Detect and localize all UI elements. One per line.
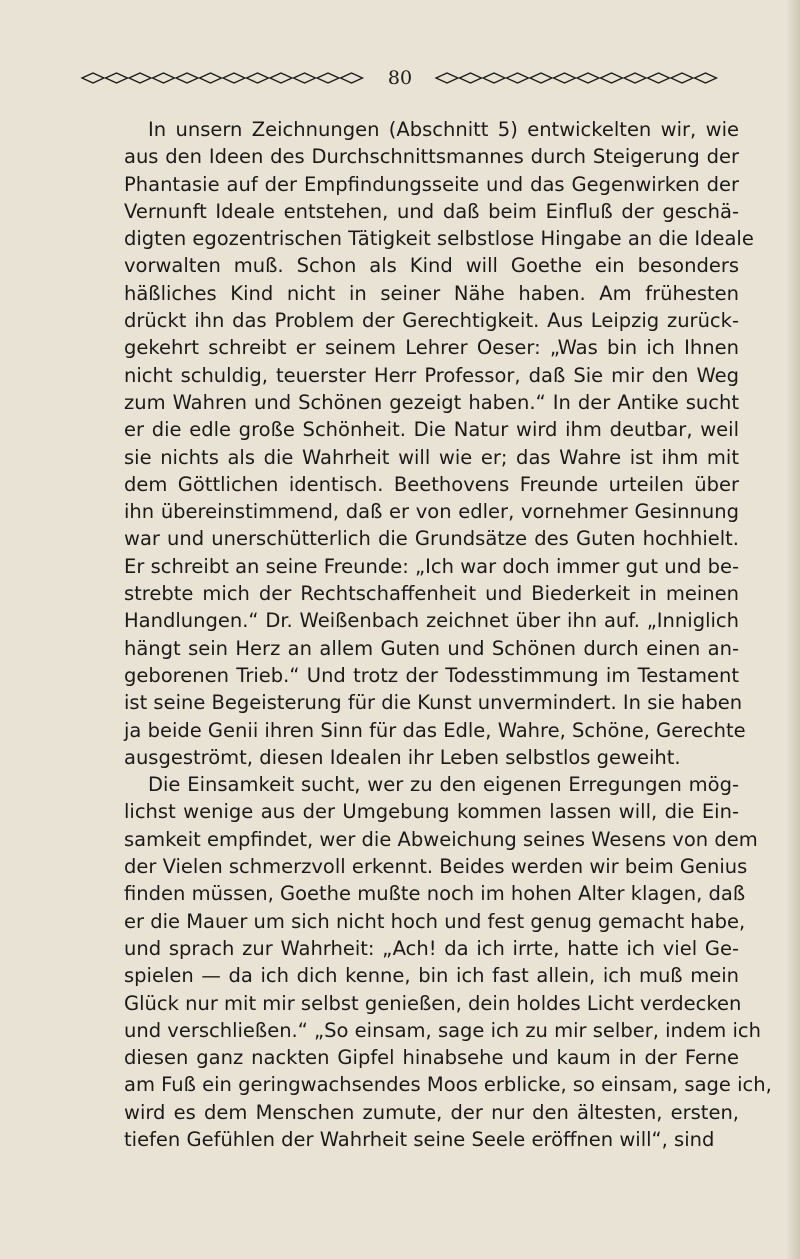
text-line: In unsern Zeichnungen (Abschnitt 5) entwickelten wir, wie	[148, 118, 739, 141]
ornament-diamond	[436, 73, 458, 83]
text-line: Vernunft Ideale entstehen, und daß beim Einfluß der geschä-	[124, 199, 739, 223]
text-line: geborenen Trieb.“ Und trotz der Todesstimmung im Testament	[124, 663, 739, 687]
text-line: zum Wahren und Schönen gezeigt haben.“ In der Antike sucht	[124, 390, 739, 414]
text-line: Phantasie auf der Empfindungsseite und das Gegenwirken der	[124, 172, 739, 196]
text-line: wird es dem Menschen zumute, der nur den ältesten, ersten,	[124, 1100, 739, 1124]
text-line: Glück nur mit mir selbst genießen, dein holdes Licht verdecken	[124, 991, 742, 1015]
ornament-diamond	[293, 73, 315, 83]
ornament-diamond	[624, 73, 646, 83]
text-line: Er schreibt an seine Freunde: „Ich war doch immer gut und be-	[124, 554, 739, 578]
text-line: dem Göttlichen identisch. Beethovens Freunde urteilen über	[124, 472, 739, 496]
paragraph-2	[124, 771, 772, 1153]
text-line: ausgeströmt, diesen Idealen ihr Leben selbstlos geweiht.	[124, 745, 681, 769]
ornament-diamond	[483, 73, 505, 83]
ornament-diamond	[270, 73, 292, 83]
text-line: diesen ganz nackten Gipfel hinabsehe und kaum in der Ferne	[124, 1046, 739, 1070]
ornament-diamond	[129, 73, 151, 83]
text-line: und verschließen.“ „So einsam, sage ich zu mir selber, indem ich	[124, 1018, 761, 1042]
text-line: Handlungen.“ Dr. Weißenbach zeichnet über ihn auf. „Inniglich	[124, 609, 739, 633]
ornament-diamond	[460, 73, 482, 83]
text-line: vorwalten muß. Schon als Kind will Goethe ein besonders	[124, 254, 739, 278]
page-edge	[786, 0, 800, 1259]
ornament-diamond	[340, 73, 362, 83]
ornament-diamond	[199, 73, 221, 83]
ornament-diamond	[577, 73, 599, 83]
text-line: tiefen Gefühlen der Wahrheit seine Seele eröffnen will“, sind	[124, 1127, 715, 1151]
ornament-right-icon	[434, 71, 720, 85]
page-header	[0, 66, 800, 90]
text-line: drückt ihn das Problem der Gerechtigkeit. Aus Leipzig zurück-	[124, 309, 739, 333]
ornament-diamond	[223, 73, 245, 83]
ornament-diamond	[176, 73, 198, 83]
text-line: ist seine Begeisterung für die Kunst unvermindert. In sie haben	[124, 691, 743, 715]
ornament-diamond	[554, 73, 576, 83]
text-line: digten egozentrischen Tätigkeit selbstlose Hingabe an die Ideale	[124, 227, 754, 251]
text-line: er die Mauer um sich nicht hoch und fest genug gemacht habe,	[124, 909, 746, 933]
text-line: sie nichts als die Wahrheit will wie er; das Wahre ist ihm mit	[124, 445, 739, 469]
text-line: nicht schuldig, teuerster Herr Professor, daß Sie mir den Weg	[124, 363, 739, 387]
ornament-diamond	[317, 73, 339, 83]
text-line: lichst wenige aus der Umgebung kommen lassen will, die Ein-	[124, 800, 739, 824]
ornament-diamond	[152, 73, 174, 83]
ornament-left-icon	[80, 71, 366, 85]
ornament-diamond	[507, 73, 529, 83]
ornament-diamond	[601, 73, 623, 83]
text-line: samkeit empfindet, wer die Abweichung seines Wesens von dem	[124, 827, 758, 851]
text-line: ihn übereinstimmend, daß er von edler, vornehmer Gesinnung	[124, 500, 739, 524]
ornament-diamond	[246, 73, 268, 83]
ornament-diamond	[671, 73, 693, 83]
text-line: hängt sein Herz an allem Guten und Schönen durch einen an-	[124, 636, 739, 660]
body-text	[124, 116, 772, 1153]
ornament-diamond	[530, 73, 552, 83]
text-line: am Fuß ein geringwachsendes Moos erblicke, so einsam, sage ich,	[124, 1073, 772, 1097]
text-line: ja beide Genii ihren Sinn für das Edle, Wahre, Schöne, Gerechte	[124, 718, 746, 742]
text-line: finden müssen, Goethe mußte noch im hohen Alter klagen, daß	[124, 882, 746, 906]
text-line: er die edle große Schönheit. Die Natur wird ihm deutbar, weil	[124, 418, 739, 442]
ornament-diamond	[695, 73, 717, 83]
text-line: aus den Ideen des Durchschnittsmannes durch Steigerung der	[124, 145, 739, 169]
text-line: gekehrt schreibt er seinem Lehrer Oeser: „Was bin ich Ihnen	[124, 336, 739, 360]
ornament-diamond	[648, 73, 670, 83]
text-line: und sprach zur Wahrheit: „Ach! da ich irrte, hatte ich viel Ge-	[124, 936, 739, 960]
text-line: Die Einsamkeit sucht, wer zu den eigenen Erregungen mög-	[148, 773, 739, 797]
page-number: 80	[387, 67, 413, 89]
ornament-diamond	[82, 73, 104, 83]
ornament-diamond	[105, 73, 127, 83]
paragraph-1	[124, 116, 754, 771]
text-line: spielen — da ich dich kenne, bin ich fast allein, ich muß mein	[124, 964, 739, 988]
text-line: häßliches Kind nicht in seiner Nähe haben. Am frühesten	[124, 281, 739, 305]
text-line: war und unerschütterlich die Grundsätze des Guten hochhielt.	[124, 527, 739, 551]
text-line: strebte mich der Rechtschaffenheit und Biederkeit in meinen	[124, 582, 739, 606]
text-line: der Vielen schmerzvoll erkennt. Beides werden wir beim Genius	[124, 855, 748, 879]
